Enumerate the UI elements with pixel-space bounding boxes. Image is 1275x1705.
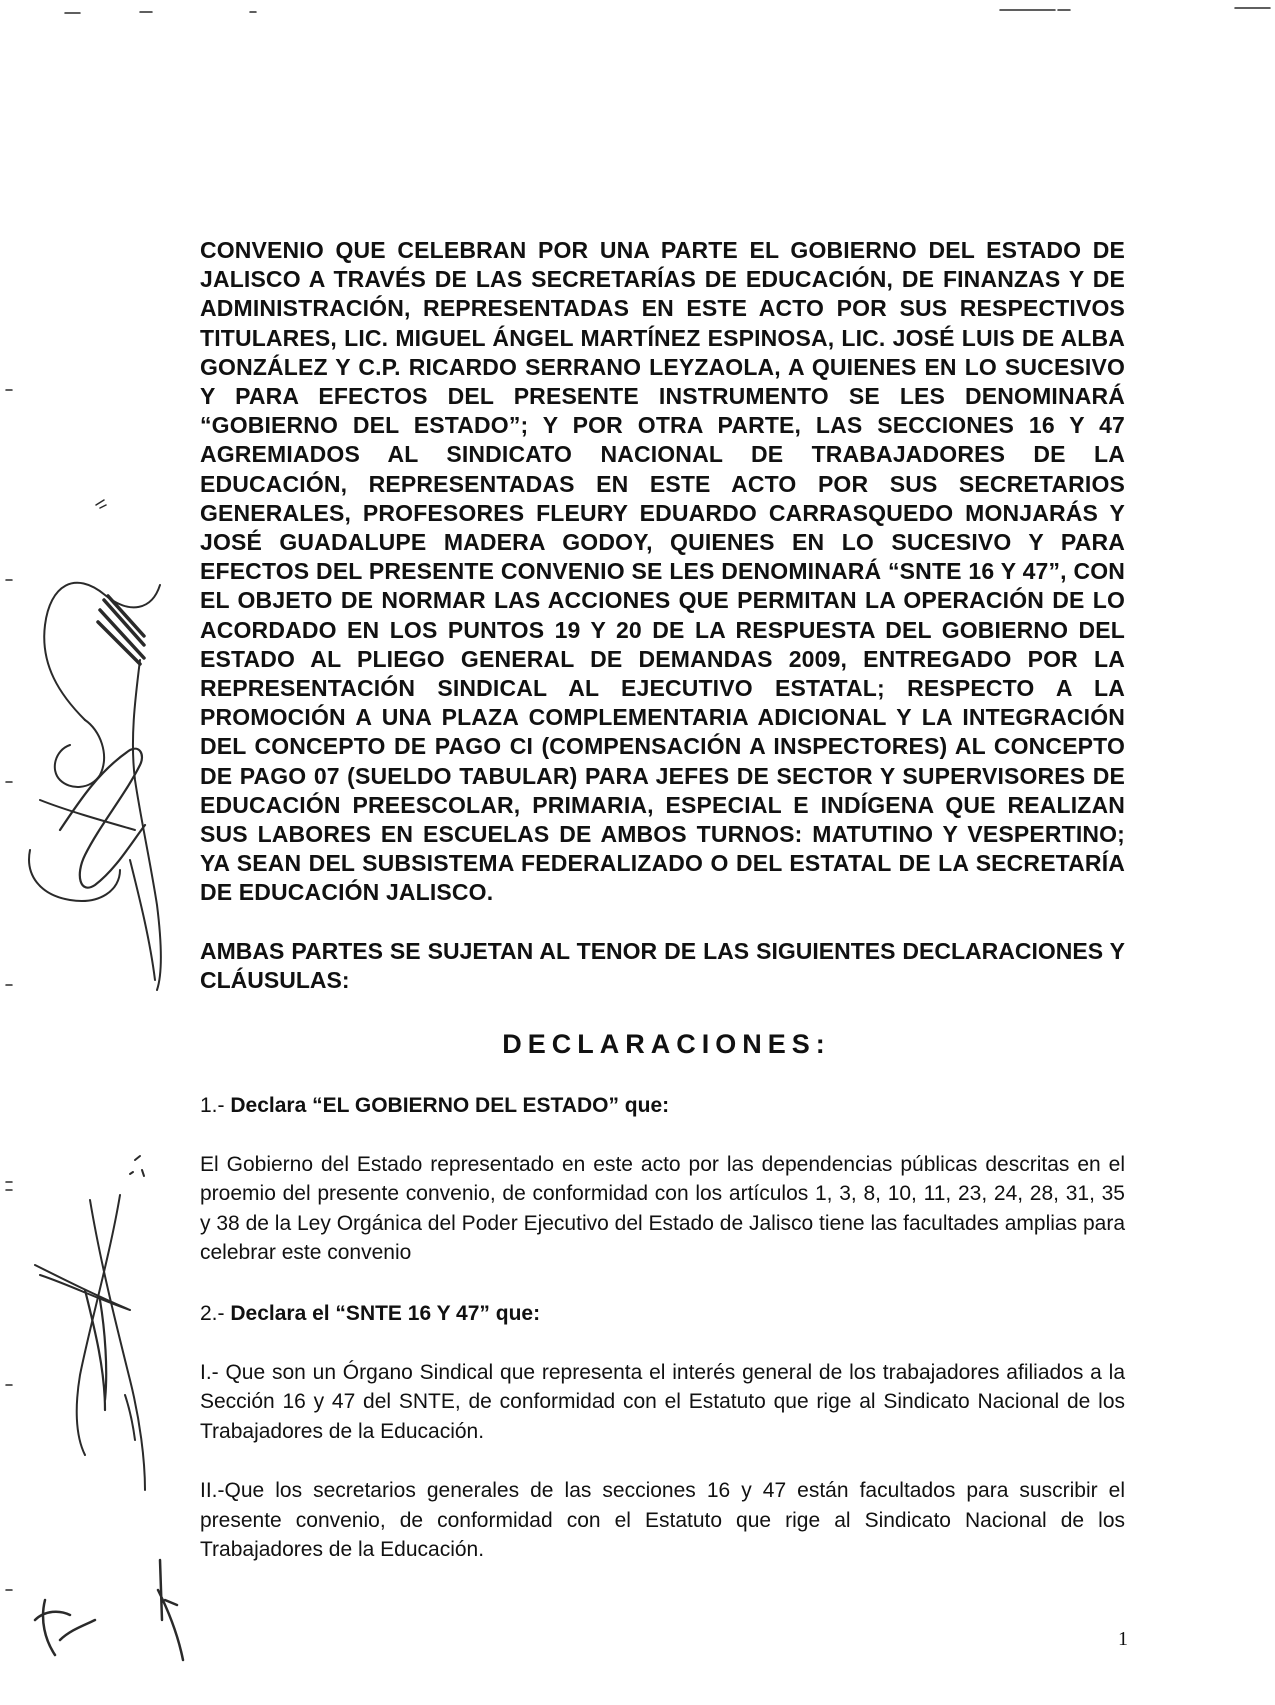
page-number: 1 [1118, 1628, 1128, 1650]
declaration-2-number: 2.- [200, 1301, 225, 1325]
declarations-heading: DECLARACIONES: [502, 1028, 831, 1059]
declaration-2-item: II.-Que los secretarios generales de las secciones 16 y 47 están facultados para suscribir el presente convenio, de conformidad con el Estatuto que rige al Sindicato Nacional de los Trabajadores de la Educación. [200, 1479, 1125, 1562]
declaration-1-heading: Declara “EL GOBIERNO DEL ESTADO” que: [230, 1093, 670, 1117]
preamble-paragraph: CONVENIO QUE CELEBRAN POR UNA PARTE EL GOBIERNO DEL ESTADO DE JALISCO A TRAVÉS DE LAS SECRETARÍAS DE EDUCACIÓN, DE FINANZAS Y DE ADMINISTRACIÓN, REPRESENTADAS EN ESTE ACTO POR SUS RESPECTIVOS TITULARES, LIC. MIGUEL ÁNGEL MARTÍNEZ ESPINOSA, LIC. JOSÉ LUIS DE ALBA GONZÁLEZ Y C.P. RICARDO SERRANO LEYZAOLA, A QUIENES EN LO SUCESIVO Y PARA EFECTOS DEL PRESENTE INSTRUMENTO SE LES DENOMINARÁ “GOBIERNO DEL ESTADO”; Y POR OTRA PARTE, LAS SECCIONES 16 Y 47 AGREMIADOS AL SINDICATO NACIONAL DE TRABAJADORES DE LA EDUCACIÓN, REPRESENTADAS EN ESTE ACTO POR SUS SECRETARIOS GENERALES, PROFESORES FLEURY EDUARDO CARRASQUEDO MONJARÁS Y JOSÉ GUADALUPE MADERA GODOY, QUIENES EN LO SUCESIVO Y PARA EFECTOS DEL PRESENTE CONVENIO SE LES DENOMINARÁ “SNTE 16 Y 47”, CON EL OBJETO DE NORMAR LAS ACCIONES QUE PERMITAN LA OPERACIÓN DE LO ACORDADO EN LOS PUNTOS 19 Y 20 DE LA RESPUESTA DEL GOBIERNO DEL ESTADO AL PLIEGO GENERAL DE DEMANDAS 2009, ENTREGADO POR LA REPRESENTACIÓN SINDICAL AL EJECUTIVO ESTATAL; RESPECTO A LA PROMOCIÓN A UNA PLAZA COMPLEMENTARIA ADICIONAL Y LA INTEGRACIÓN DEL CONCEPTO DE PAGO CI (COMPENSACIÓN A INSPECTORES) AL CONCEPTO DE PAGO 07 (SUELDO TABULAR) PARA JEFES DE SECTOR Y SUPERVISORES DE EDUCACIÓN PREESCOLAR, PRIMARIA, ESPECIAL E INDÍGENA QUE REALIZAN SUS LABORES EN ESCUELAS DE AMBOS TURNOS: MATUTINO Y VESPERTINO; YA SEAN DEL SUBSISTEMA FEDERALIZADO O DEL ESTATAL DE LA SECRETARÍA DE EDUCACIÓN JALISCO. [200, 237, 1125, 906]
declaration-1-text: El Gobierno del Estado representado en este acto por las dependencias públicas descritas en el proemio del presente convenio, de conformidad con los artículos 1, 3, 8, 10, 11, 23, 24, 28, 31, 35 y 38 de la Ley Orgánica del Poder Ejecutivo del Estado de Jalisco tiene las facultades amplias para celebrar este convenio [200, 1152, 1125, 1265]
declaration-1-number: 1.- [200, 1093, 225, 1117]
document-body [200, 236, 1125, 1565]
parties-agreement-paragraph: AMBAS PARTES SE SUJETAN AL TENOR DE LAS SIGUIENTES DECLARACIONES Y CLÁUSULAS: [200, 937, 1125, 993]
declaration-2-item: I.- Que son un Órgano Sindical que representa el interés general de los trabajadores afiliados a la Sección 16 y 47 del SNTE, de conformidad con el Estatuto que rige al Sindicato Nacional de los Trabajadores de la Educación. [200, 1360, 1125, 1443]
declaration-2-heading: Declara el “SNTE 16 Y 47” que: [230, 1301, 541, 1325]
declaration-2-title [200, 1302, 1125, 1326]
declaration-1-title [200, 1094, 1125, 1118]
